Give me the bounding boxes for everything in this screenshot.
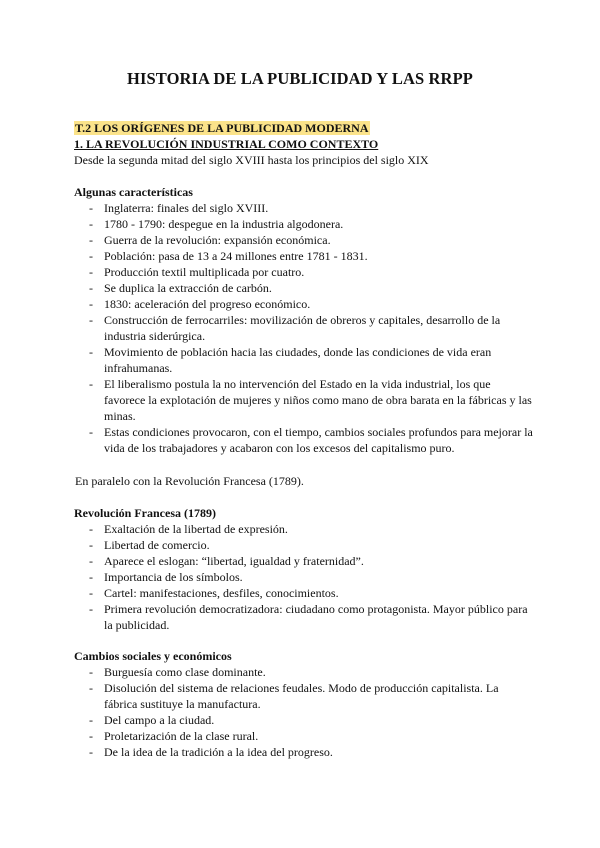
- list-item: - Exaltación de la libertad de expresión.: [74, 521, 534, 537]
- list-item: - De la idea de la tradición a la idea del progreso.: [74, 744, 534, 760]
- list-item: - Guerra de la revolución: expansión económica.: [74, 232, 534, 248]
- paralelo-text: En paralelo con la Revolución Francesa (1789).: [75, 474, 304, 488]
- list-item: - Construcción de ferrocarriles: movilización de obreros y capitales, desarrollo de la industria siderúrgica.: [74, 312, 534, 344]
- caracteristicas-list: [74, 200, 534, 456]
- list-item: - Del campo a la ciudad.: [74, 712, 534, 728]
- list-item: - 1830: aceleración del progreso económico.: [74, 296, 534, 312]
- list-item: - Se duplica la extracción de carbón.: [74, 280, 534, 296]
- list-item: - Inglaterra: finales del siglo XVIII.: [74, 200, 534, 216]
- list-item: - Disolución del sistema de relaciones feudales. Modo de producción capitalista. La fábrica sustituye la manufactura.: [74, 680, 534, 712]
- cambios-heading: Cambios sociales y económicos: [74, 649, 232, 663]
- list-item: - Proletarización de la clase rural.: [74, 728, 534, 744]
- list-item: - El liberalismo postula la no intervención del Estado en la vida industrial, los que favorece la explotación de mujeres y niños como mano de obra barata en la fábricas y las minas.: [74, 376, 534, 424]
- topic-heading: [74, 120, 370, 136]
- section-heading: 1. LA REVOLUCIÓN INDUSTRIAL COMO CONTEXTO: [74, 137, 379, 151]
- list-item: - Producción textil multiplicada por cuatro.: [74, 264, 534, 280]
- list-item: - Primera revolución democratizadora: ciudadano como protagonista. Mayor público para la publicidad.: [74, 601, 534, 633]
- list-item: - Estas condiciones provocaron, con el tiempo, cambios sociales profundos para mejorar la vida de los trabajadores y acabaron con los excesos del capitalismo puro.: [74, 424, 534, 456]
- list-item: - Aparece el eslogan: “libertad, igualdad y fraternidad”.: [74, 553, 534, 569]
- list-item: - Cartel: manifestaciones, desfiles, conocimientos.: [74, 585, 534, 601]
- list-item: - Población: pasa de 13 a 24 millones entre 1781 - 1831.: [74, 248, 534, 264]
- highlighted-topic-heading: T.2 LOS ORÍGENES DE LA PUBLICIDAD MODERNA: [75, 121, 369, 135]
- revolucion-list: [74, 521, 534, 633]
- list-item: - Movimiento de población hacia las ciudades, donde las condiciones de vida eran infrahumanas.: [74, 344, 534, 376]
- revolucion-heading: Revolución Francesa (1789): [74, 506, 216, 520]
- document-title: HISTORIA DE LA PUBLICIDAD Y LAS RRPP: [127, 69, 473, 88]
- section-intro: Desde la segunda mitad del siglo XVIII hasta los principios del siglo XIX: [74, 153, 429, 167]
- list-item: - 1780 - 1790: despegue en la industria algodonera.: [74, 216, 534, 232]
- list-item: - Burguesía como clase dominante.: [74, 664, 534, 680]
- cambios-list: [74, 664, 534, 760]
- list-item: - Importancia de los símbolos.: [74, 569, 534, 585]
- caracteristicas-heading: Algunas características: [74, 185, 193, 199]
- list-item: - Libertad de comercio.: [74, 537, 534, 553]
